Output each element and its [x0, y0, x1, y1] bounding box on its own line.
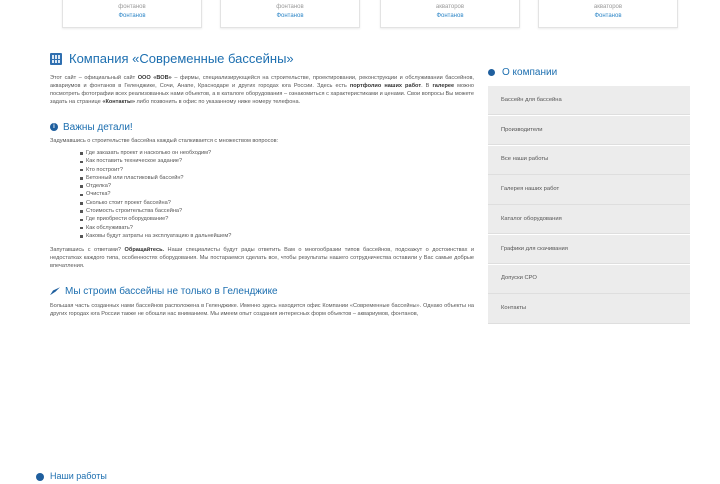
- list-item: Кто построит?: [80, 166, 474, 174]
- circle-icon: [488, 69, 495, 76]
- card-link[interactable]: Фонтанов: [594, 13, 622, 19]
- sidebar: [488, 64, 690, 324]
- service-card[interactable]: [220, 0, 360, 28]
- intro-paragraph: Этот сайт – официальный сайт ООО «ВОВ» – фирмы, специализирующейся на строительстве, проектировании, реконструкции и обслуживании бассейнов, аквариумов и фонтанов в Геленджике, Сочи, Анапе, Краснодаре и других городах юга России. Здесь есть портфолио наших работ. В галерее можно посмотреть фотографии всех реализованных нами объектов, а в каталоге оборудования – ознакомиться с характеристиками и ценами. Свои вопросы Вы можете задать на странице «Контакты» либо позвонить в офис по указанному ниже номеру телефона.: [50, 75, 474, 105]
- card-subtitle: акваторов: [435, 4, 465, 10]
- card-link[interactable]: Фонтанов: [276, 13, 304, 19]
- building-icon: [50, 53, 62, 65]
- card-link[interactable]: Фонтанов: [118, 13, 146, 19]
- service-card[interactable]: [380, 0, 520, 28]
- section-text: Большая часть созданных нами бассейнов расположена в Геленджике. Именно здесь находится офис Компании «Современные бассейны». Однако объекты на других городах юга России также не обошли нас вниманием. Мы имеем опыт создания интересных форм объектов – аквариумов, фонтанов,: [50, 303, 474, 318]
- sidebar-title: О компании: [502, 66, 558, 78]
- gallery-link[interactable]: галерее: [432, 83, 455, 89]
- section-title: Мы строим бассейны не только в Геленджике: [65, 285, 278, 297]
- list-item: Бетонный или пластиковый бассейн?: [80, 174, 474, 182]
- list-item: Очистка?: [80, 190, 474, 198]
- list-item: Как поставить техническое задание?: [80, 157, 474, 165]
- card-subtitle: акваторов: [593, 4, 623, 10]
- info-icon: i: [50, 123, 58, 131]
- section-title: Наши работы: [50, 471, 107, 481]
- service-card[interactable]: [62, 0, 202, 28]
- section-heading: [50, 120, 474, 134]
- details-section: [50, 120, 474, 270]
- portfolio-link[interactable]: портфолио наших работ: [349, 83, 422, 89]
- main-content: [50, 50, 474, 318]
- questions-list: [80, 149, 474, 240]
- card-subtitle: фонтанов: [118, 4, 146, 10]
- list-item: Отделка?: [80, 182, 474, 190]
- list-item: Стоимость строительства бассейна?: [80, 207, 474, 215]
- sidebar-item[interactable]: Допуски СРО: [488, 265, 690, 294]
- contacts-link[interactable]: «Контакты»: [102, 99, 135, 105]
- section-outro: Запутавшись с ответами? Обращайтесь. Наши специалисты будут рады ответить Вам о многообразии типов бассейнов, подскажут о достоинствах и недостатках каждого типа, особенностях оборудования. Мы постараемся сделать все, чтобы результаты нашего сотрудничества оставили у Вас самые добрые впечатления.: [50, 247, 474, 270]
- sidebar-item[interactable]: Графики для скачивания: [488, 235, 690, 264]
- top-cards: [0, 0, 720, 32]
- section-lead: Задумавшись о строительстве бассейна каждый сталкивается с множеством вопросов:: [50, 138, 279, 144]
- section-heading: [50, 284, 474, 298]
- sidebar-item[interactable]: Контакты: [488, 294, 690, 323]
- sidebar-heading: [488, 64, 690, 80]
- sidebar-item[interactable]: Все наши работы: [488, 146, 690, 175]
- works-heading: [36, 470, 107, 484]
- feather-icon: [50, 287, 60, 295]
- list-item: Как обслуживать?: [80, 224, 474, 232]
- sidebar-item[interactable]: Каталог оборудования: [488, 205, 690, 234]
- cities-section: [50, 284, 474, 318]
- card-subtitle: фонтанов: [276, 4, 304, 10]
- section-title: Важны детали!: [63, 121, 133, 133]
- sidebar-item[interactable]: Бассейн для бассейна: [488, 86, 690, 115]
- list-item: Где приобрести оборудование?: [80, 215, 474, 223]
- page-heading: Компания «Современные бассейны»: [69, 51, 294, 67]
- sidebar-menu: [488, 86, 690, 324]
- list-item: Сколько стоит проект бассейна?: [80, 199, 474, 207]
- list-item: Каковы будут затраты на эксплуатацию в дальнейшем?: [80, 232, 474, 240]
- sidebar-item[interactable]: Производители: [488, 116, 690, 145]
- page-title: [50, 50, 474, 68]
- card-link[interactable]: Фонтанов: [436, 13, 464, 19]
- list-item: Где заказать проект и насколько он необходим?: [80, 149, 474, 157]
- service-card[interactable]: [538, 0, 678, 28]
- sidebar-item[interactable]: Галерея наших работ: [488, 175, 690, 204]
